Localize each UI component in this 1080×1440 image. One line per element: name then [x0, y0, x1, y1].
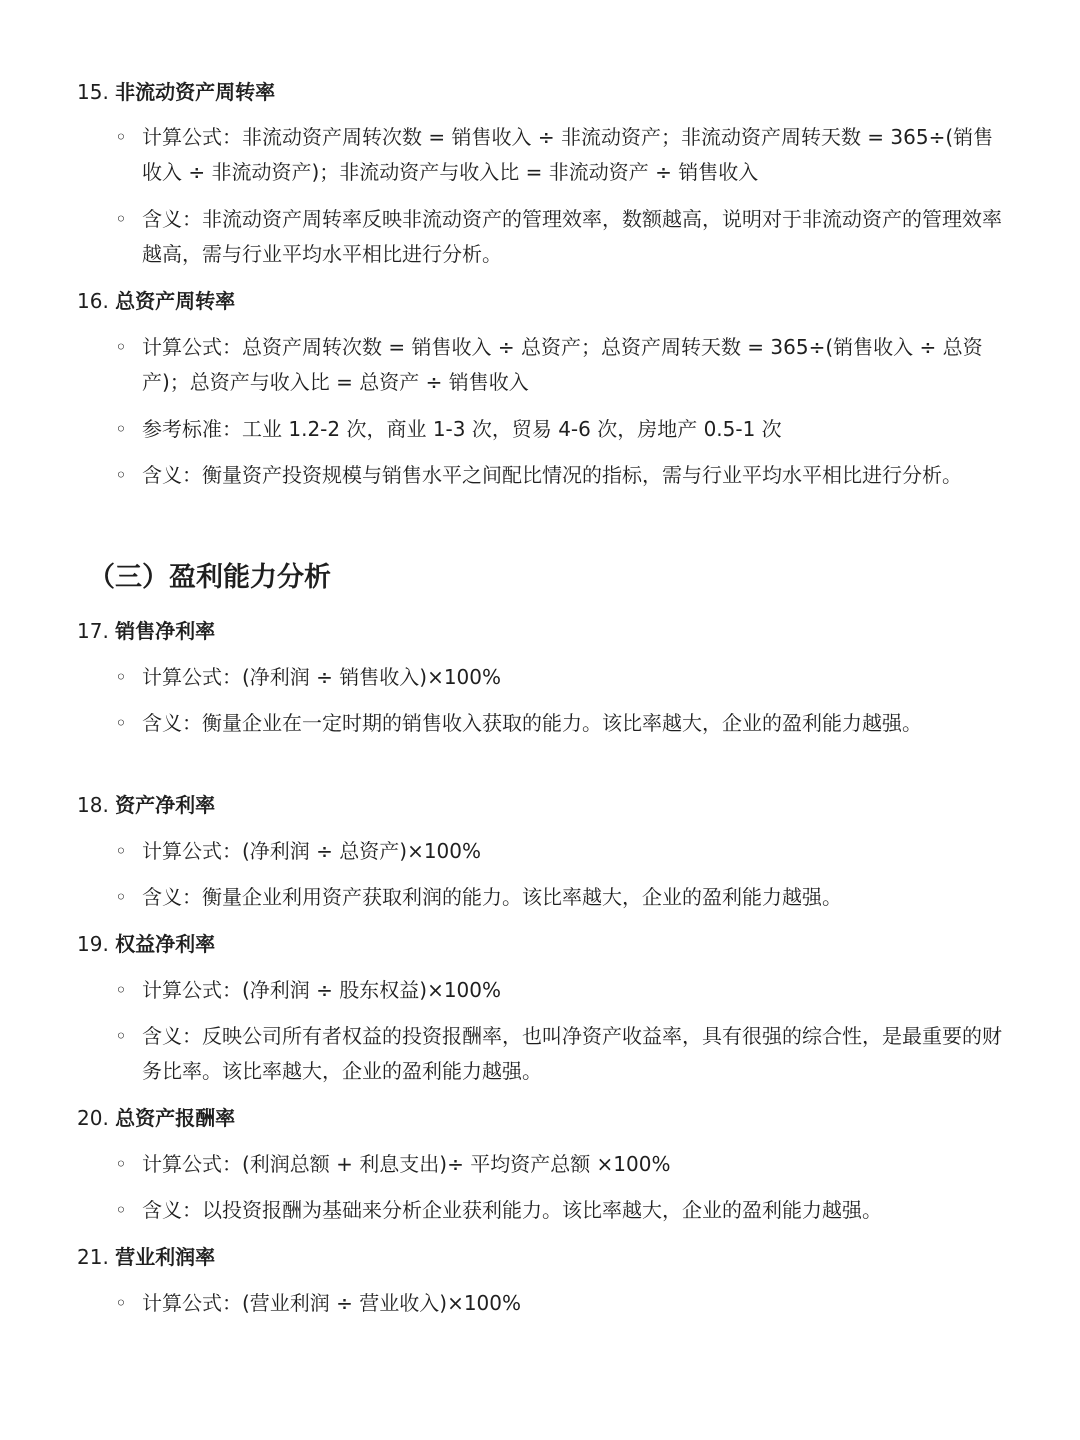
item-title: 总资产周转率 [115, 289, 236, 313]
bullet-text: 计算公式：非流动资产周转次数 = 销售收入 ÷ 非流动资产；非流动资产周转天数 = 365÷(销售收入 ÷ 非流动资产)；非流动资产与收入比 = 非流动资产 ÷ 销售收入 [142, 125, 994, 184]
bullet-text: 含义：以投资报酬为基础来分析企业获利能力。该比率越大，企业的盈利能力越强。 [142, 1198, 882, 1222]
item-number: 15. [77, 80, 109, 104]
bullet-marker: ◦ [115, 417, 127, 441]
bullet-marker: ◦ [115, 463, 127, 487]
bullet-text: 计算公式：(净利润 ÷ 总资产)×100% [142, 839, 482, 863]
section-title: （三）盈利能力分析 [88, 562, 331, 593]
list-item [115, 412, 1002, 447]
item-heading-16 [77, 286, 235, 316]
bullet-marker: ◦ [115, 711, 127, 735]
list-item [115, 1019, 1002, 1089]
bullet-marker: ◦ [115, 839, 127, 863]
bullet-text: 含义：反映公司所有者权益的投资报酬率，也叫净资产收益率，具有很强的综合性，是最重要的财务比率。该比率越大，企业的盈利能力越强。 [142, 1024, 1002, 1083]
list-item [115, 973, 1002, 1008]
item-number: 19. [77, 932, 109, 956]
item-title: 营业利润率 [115, 1245, 216, 1269]
item-number: 18. [77, 793, 109, 817]
bullet-marker: ◦ [115, 207, 127, 231]
item-title: 资产净利率 [115, 793, 216, 817]
bullet-marker: ◦ [115, 1198, 127, 1222]
item-heading-20 [77, 1103, 235, 1133]
bullet-marker: ◦ [115, 335, 127, 359]
list-item [115, 706, 1002, 741]
bullet-marker: ◦ [115, 1024, 127, 1048]
list-item [115, 834, 1002, 869]
bullet-text: 含义：衡量企业利用资产获取利润的能力。该比率越大，企业的盈利能力越强。 [142, 885, 842, 909]
bullet-text: 计算公式：总资产周转次数 = 销售收入 ÷ 总资产；总资产周转天数 = 365÷(销售收入 ÷ 总资产)；总资产与收入比 = 总资产 ÷ 销售收入 [142, 335, 983, 394]
item-heading-17 [77, 616, 215, 646]
item-heading-21 [77, 1242, 215, 1272]
list-item [115, 458, 1002, 493]
item-heading-19 [77, 929, 215, 959]
bullet-marker: ◦ [115, 1152, 127, 1176]
bullet-marker: ◦ [115, 125, 127, 149]
item-title: 销售净利率 [115, 619, 216, 643]
list-item [115, 660, 1002, 695]
bullet-text: 参考标准：工业 1.2-2 次，商业 1-3 次，贸易 4-6 次，房地产 0.5-1 次 [142, 417, 782, 441]
item-number: 16. [77, 289, 109, 313]
item-number: 20. [77, 1106, 109, 1130]
bullet-text: 含义：衡量资产投资规模与销售水平之间配比情况的指标，需与行业平均水平相比进行分析。 [142, 463, 962, 487]
bullet-marker: ◦ [115, 1291, 127, 1315]
bullet-text: 计算公式：(净利润 ÷ 股东权益)×100% [142, 978, 502, 1002]
item-number: 17. [77, 619, 109, 643]
list-item [115, 330, 1002, 400]
list-item [115, 120, 1002, 190]
item-heading-15 [77, 77, 275, 107]
list-item [115, 1193, 1002, 1228]
bullet-text: 含义：衡量企业在一定时期的销售收入获取的能力。该比率越大，企业的盈利能力越强。 [142, 711, 922, 735]
list-item [115, 1286, 1002, 1321]
bullet-text: 计算公式：(营业利润 ÷ 营业收入)×100% [142, 1291, 522, 1315]
bullet-text: 含义：非流动资产周转率反映非流动资产的管理效率，数额越高，说明对于非流动资产的管理效率越高，需与行业平均水平相比进行分析。 [142, 207, 1002, 266]
item-title: 总资产报酬率 [115, 1106, 236, 1130]
list-item [115, 880, 1002, 915]
bullet-marker: ◦ [115, 978, 127, 1002]
bullet-marker: ◦ [115, 885, 127, 909]
bullet-text: 计算公式：(利润总额 + 利息支出)÷ 平均资产总额 ×100% [142, 1152, 671, 1176]
bullet-text: 计算公式：(净利润 ÷ 销售收入)×100% [142, 665, 502, 689]
bullet-marker: ◦ [115, 665, 127, 689]
list-item [115, 202, 1002, 272]
item-heading-18 [77, 790, 215, 820]
list-item [115, 1147, 1002, 1182]
item-number: 21. [77, 1245, 109, 1269]
item-title: 权益净利率 [115, 932, 216, 956]
item-title: 非流动资产周转率 [115, 80, 276, 104]
